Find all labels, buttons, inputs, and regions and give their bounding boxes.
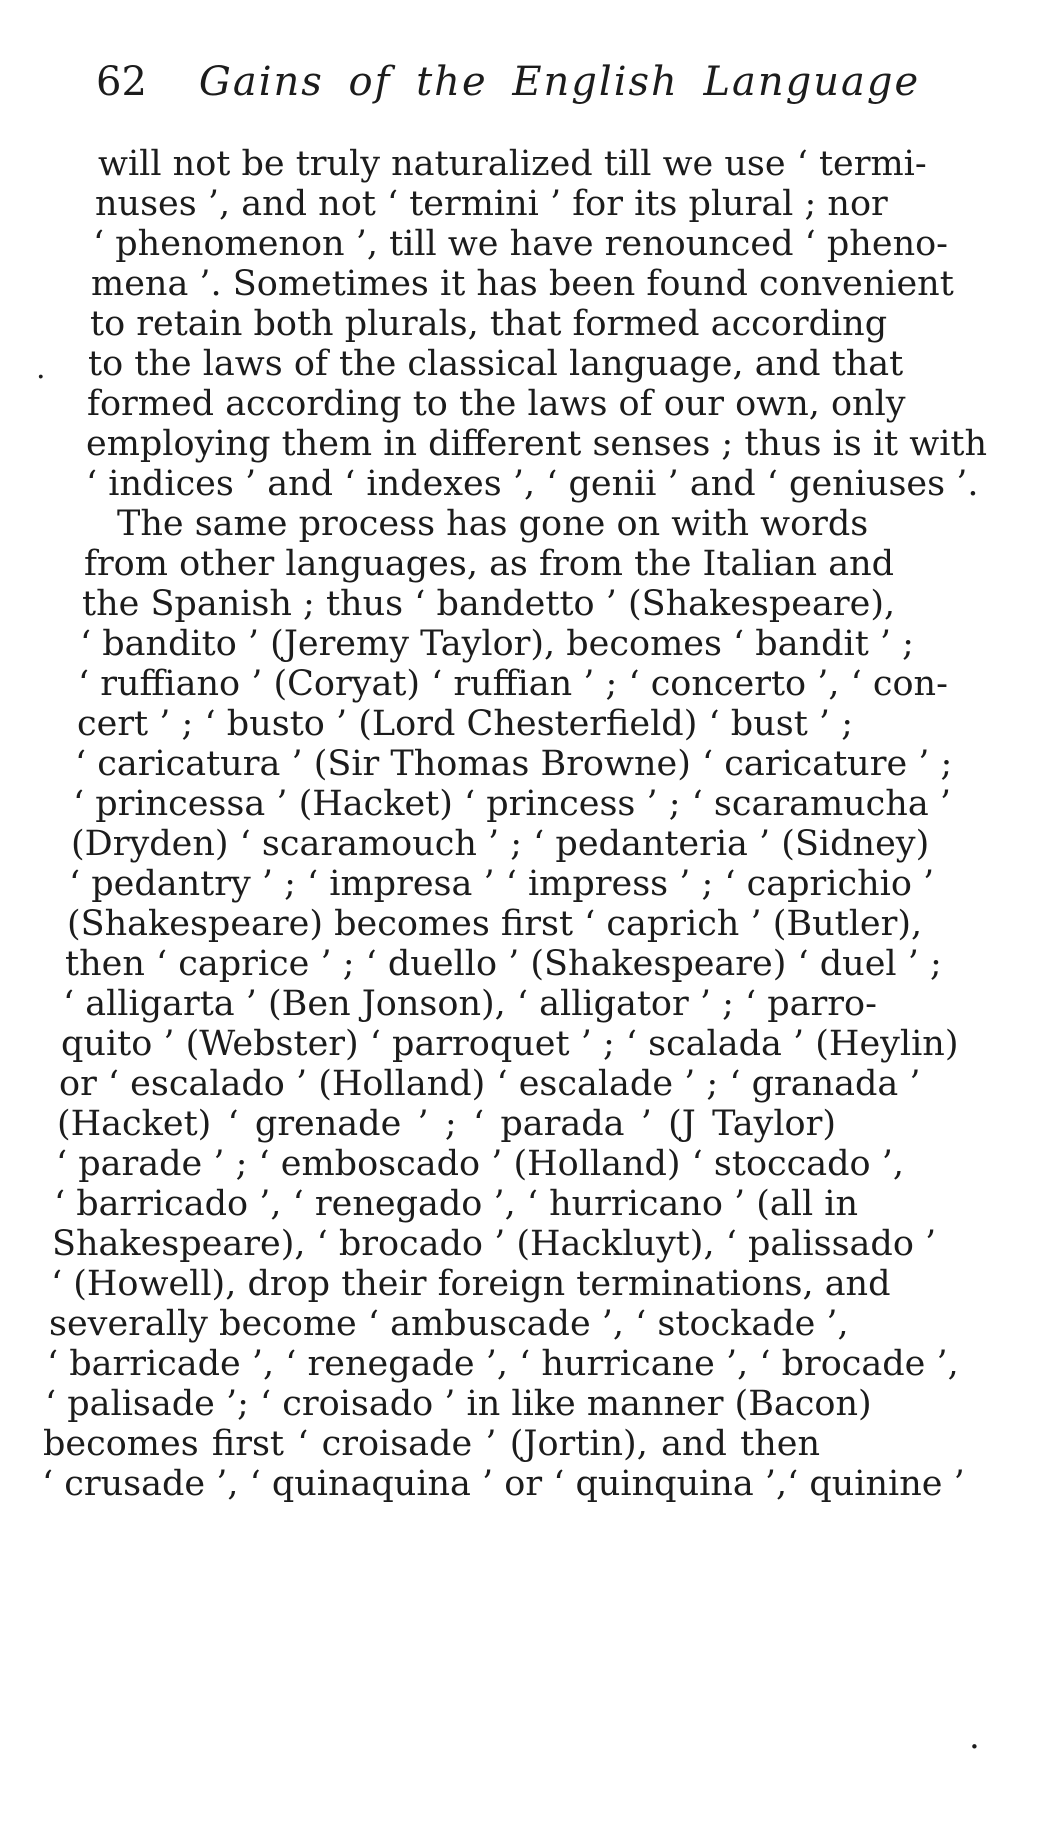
end-dot: .	[969, 1717, 980, 1757]
text-line: employing them in different senses ; thus is it with	[86, 424, 988, 464]
text-line: ‘ alligarta ’ (Ben Jonson), ‘ alligator ’ ; ‘ parro-	[63, 984, 877, 1024]
text-line: ‘ phenomenon ’, till we have renounced ‘ pheno-	[93, 224, 949, 264]
text-line: to the laws of the classical language, and that	[88, 344, 904, 384]
text-line: quito ’ (Webster) ‘ parroquet ’ ; ‘ scalada ’ (Heylin)	[61, 1024, 959, 1064]
text-line: The same process has gone on with words	[117, 504, 869, 544]
text-line: the Spanish ; thus ‘ bandetto ’ (Shakespeare),	[82, 584, 896, 624]
text-line: Shakespeare), ‘ brocado ’ (Hackluyt), ‘ palissado ’	[52, 1224, 937, 1264]
text-line: will not be truly naturalized till we use ‘ termi-	[98, 144, 927, 184]
text-line: (Hacket) ‘ grenade ’ ; ‘ parada ’ (J Taylor)	[57, 1104, 836, 1144]
text-line: ‘ parade ’ ; ‘ emboscado ’ (Holland) ‘ stoccado ’,	[56, 1144, 904, 1184]
text-line: formed according to the laws of our own, only	[87, 384, 906, 424]
text-line: ‘ caricatura ’ (Sir Thomas Browne) ‘ caricature ’ ;	[75, 744, 953, 784]
text-line: to retain both plurals, that formed according	[90, 304, 888, 344]
text-line: ‘ pedantry ’ ; ‘ impresa ’ ‘ impress ’ ; ‘ caprichio ’	[69, 864, 935, 904]
text-line: ‘ barricade ’, ‘ renegade ’, ‘ hurricane ’, ‘ brocade ’,	[47, 1344, 959, 1384]
text-line: then ‘ caprice ’ ; ‘ duello ’ (Shakespeare) ‘ duel ’ ;	[65, 944, 942, 984]
text-line: (Dryden) ‘ scaramouch ’ ; ‘ pedanteria ’ (Sidney)	[71, 824, 930, 864]
text-line: nuses ’, and not ‘ termini ’ for its plural ; nor	[95, 184, 888, 224]
text-line: becomes first ‘ croisade ’ (Jortin), and then	[43, 1424, 820, 1464]
text-line: ‘ ruffiano ’ (Coryat) ‘ ruffian ’ ; ‘ concerto ’, ‘ con-	[78, 664, 948, 704]
text-line: ‘ princessa ’ (Hacket) ‘ princess ’ ; ‘ scaramucha ’	[73, 784, 951, 824]
text-line: cert ’ ; ‘ busto ’ (Lord Chesterfield) ‘ bust ’ ;	[77, 704, 853, 744]
text-line: ‘ barricado ’, ‘ renegado ’, ‘ hurricano ’ (all in	[54, 1184, 859, 1224]
text-line: from other languages, as from the Italian and	[84, 544, 895, 584]
text-line: ‘ crusade ’, ‘ quinaquina ’ or ‘ quinquina ’,‘ quinine ’	[42, 1464, 965, 1504]
text-line: mena ’. Sometimes it has been found convenient	[91, 264, 954, 304]
page-number: 62	[96, 59, 147, 105]
text-line: ‘ palisade ’; ‘ croisado ’ in like manner (Bacon)	[45, 1384, 872, 1424]
text-line: severally become ‘ ambuscade ’, ‘ stockade ’,	[49, 1304, 849, 1344]
text-line: ‘ indices ’ and ‘ indexes ’, ‘ genii ’ and ‘ geniuses ’.	[86, 464, 979, 504]
text-line: or ‘ escalado ’ (Holland) ‘ escalade ’ ; ‘ granada ’	[59, 1064, 921, 1104]
page-header	[96, 52, 921, 112]
text-line: (Shakespeare) becomes first ‘ caprich ’ (Butler),	[67, 904, 923, 944]
text-line: ‘ (Howell), drop their foreign terminations, and	[51, 1264, 891, 1304]
running-title: Gains of the English Language	[198, 59, 921, 105]
margin-dot: .	[36, 351, 46, 386]
text-line: ‘ bandito ’ (Jeremy Taylor), becomes ‘ bandit ’ ;	[80, 624, 914, 664]
